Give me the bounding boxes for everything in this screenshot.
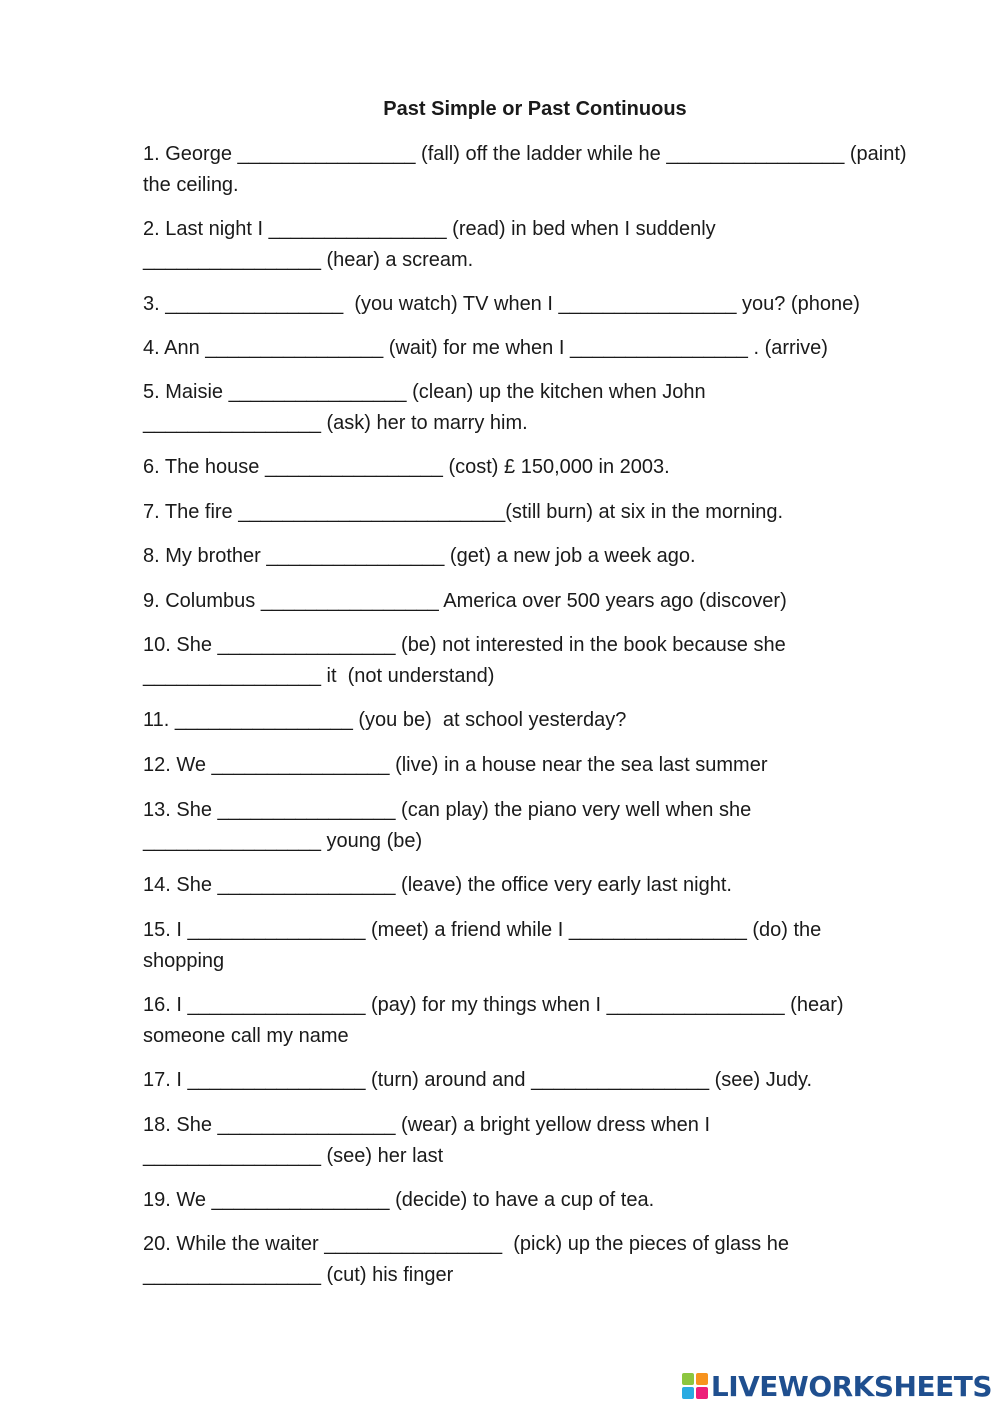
logo-square-icon [696,1387,708,1399]
logo-square-icon [682,1387,694,1399]
exercise-item: 20. While the waiter ________________ (pick) up the pieces of glass he ________________ (cut) his finger [143,1233,789,1286]
exercise-item: 8. My brother ________________ (get) a new job a week ago. [143,545,696,567]
exercise-item: 2. Last night I ________________ (read) in bed when I suddenly ________________ (hear) a scream. [143,218,716,271]
exercise-item: 10. She ________________ (be) not interested in the book because she ________________ it (not understand) [143,634,786,687]
exercise-item: 11. ________________ (you be) at school yesterday? [143,709,627,731]
exercise-item: 14. She ________________ (leave) the office very early last night. [143,874,732,896]
liveworksheets-logo[interactable] [682,1369,992,1403]
exercise-item: 4. Ann ________________ (wait) for me when I ________________ . (arrive) [143,337,828,359]
exercise-item: 15. I ________________ (meet) a friend while I ________________ (do) the shopping [143,919,822,972]
liveworksheets-logo-icon [682,1373,708,1399]
exercise-item: 12. We ________________ (live) in a house near the sea last summer [143,754,768,776]
exercise-item: 9. Columbus ________________ America over 500 years ago (discover) [143,590,787,612]
exercise-item: 6. The house ________________ (cost) £ 150,000 in 2003. [143,456,670,478]
worksheet-title: Past Simple or Past Continuous [383,98,687,120]
exercise-item: 19. We ________________ (decide) to have a cup of tea. [143,1189,655,1211]
logo-square-icon [696,1373,708,1385]
exercise-item: 18. She ________________ (wear) a bright yellow dress when I ________________ (see) her last [143,1114,711,1167]
exercise-item: 7. The fire ________________________(still burn) at six in the morning. [143,501,784,523]
exercise-item: 3. ________________ (you watch) TV when I ________________ you? (phone) [143,293,860,315]
exercise-item: 17. I ________________ (turn) around and ________________ (see) Judy. [143,1069,813,1091]
liveworksheets-logo-text: LIVEWORKSHEETS [710,1369,992,1403]
exercise-item: 16. I ________________ (pay) for my things when I ________________ (hear) someone call my name [143,994,844,1047]
exercise-item: 13. She ________________ (can play) the piano very well when she ________________ young (be) [143,799,752,852]
exercise-item: 5. Maisie ________________ (clean) up the kitchen when John ________________ (ask) her to marry him. [143,381,706,434]
logo-square-icon [682,1373,694,1385]
exercise-item: 1. George ________________ (fall) off the ladder while he ________________ (paint) the ceiling. [143,143,913,196]
